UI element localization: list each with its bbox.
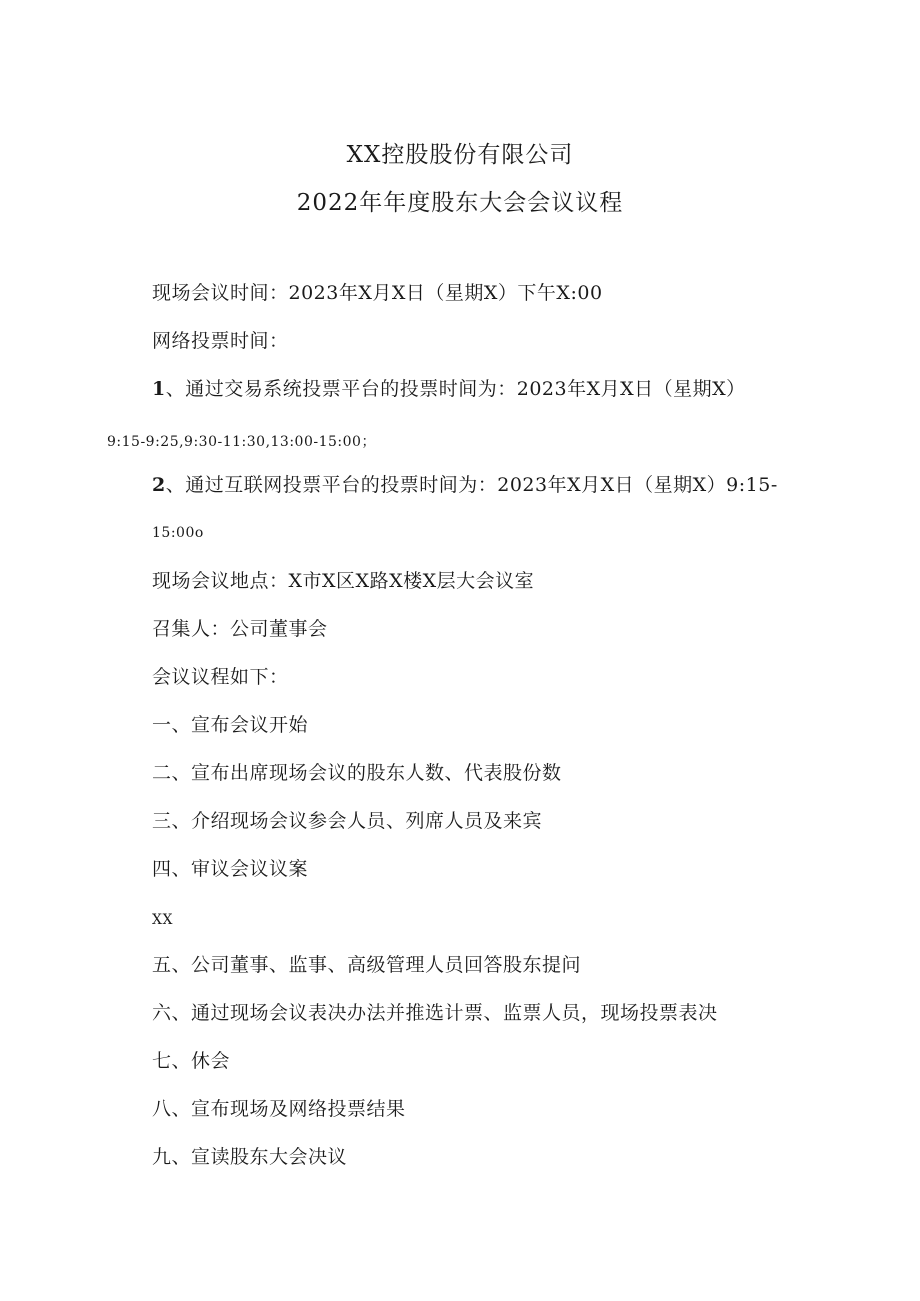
agenda-item: 三、介绍现场会议参会人员、列席人员及来宾	[152, 810, 543, 832]
agenda-item: 一、宣布会议开始	[152, 714, 309, 736]
agenda-item: 四、审议会议议案	[152, 858, 309, 880]
agenda-item: 五、公司董事、监事、高级管理人员回答股东提问	[152, 954, 582, 976]
title-meeting: 2022年年度股东大会会议议程	[296, 190, 624, 216]
network-vote-time-label: 网络投票时间：	[152, 330, 289, 352]
agenda-item: 二、宣布出席现场会议的股东人数、代表股份数	[152, 762, 562, 784]
network-vote-item-2-cont: 15:00o	[152, 525, 204, 541]
agenda-placeholder: XX	[152, 912, 173, 928]
agenda-item: 八、宣布现场及网络投票结果	[152, 1098, 406, 1120]
agenda-intro: 会议议程如下：	[152, 666, 289, 688]
network-vote-item-2	[152, 470, 778, 497]
item-number: 1	[152, 378, 166, 400]
item-number: 2	[152, 474, 166, 496]
title-company: XX控股股份有限公司	[346, 142, 574, 168]
agenda-item: 九、宣读股东大会决议	[152, 1146, 348, 1168]
item-text: 、通过互联网投票平台的投票时间为：2023年X月X日（星期X）9:15-	[165, 474, 778, 496]
convener: 召集人：公司董事会	[152, 618, 328, 640]
meeting-location: 现场会议地点：X市X区X路X楼X层大会议室	[152, 570, 535, 592]
network-vote-item-1	[152, 374, 746, 401]
item-text: 、通过交易系统投票平台的投票时间为：2023年X月X日（星期X）	[165, 378, 746, 400]
onsite-meeting-time: 现场会议时间：2023年X月X日（星期X）下午X:00	[152, 282, 603, 304]
agenda-item: 七、休会	[152, 1050, 231, 1072]
network-vote-item-1-times: 9:15-9:25,9:30-11:30,13:00-15:00；	[107, 434, 376, 450]
agenda-item: 六、通过现场会议表决办法并推选计票、监票人员，现场投票表决	[152, 1002, 718, 1024]
